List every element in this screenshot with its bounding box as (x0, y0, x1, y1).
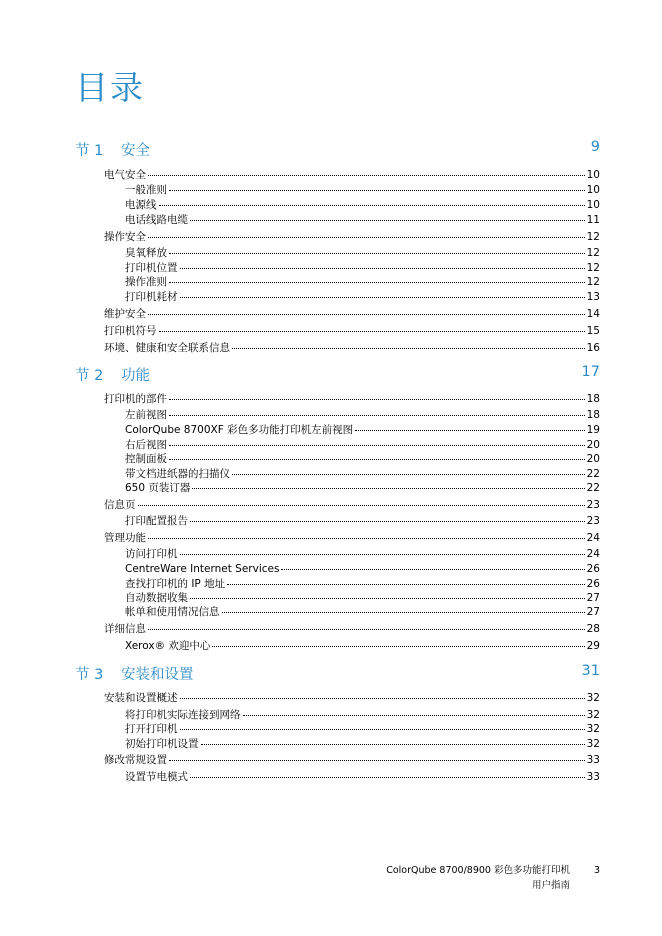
leader-dots (243, 715, 585, 716)
toc-label: 详细信息 (104, 623, 146, 635)
section-number: 节 3 (75, 667, 104, 683)
toc-label: 臭氧释放 (125, 247, 167, 259)
section-page: 17 (581, 364, 600, 380)
toc-entry[interactable] (125, 770, 600, 785)
toc-label: 操作安全 (104, 231, 146, 243)
toc-entry[interactable] (104, 753, 600, 768)
toc-page: 15 (586, 325, 600, 337)
toc-page: 14 (586, 308, 600, 320)
leader-dots (222, 612, 585, 613)
toc-page: 28 (586, 623, 600, 635)
toc-entry[interactable] (125, 591, 600, 606)
toc-label: 安装和设置概述 (104, 692, 178, 704)
leader-dots (159, 205, 585, 206)
toc-entry[interactable] (104, 622, 600, 637)
toc-page: 22 (586, 482, 600, 494)
toc-label: 初始打印机设置 (125, 738, 199, 750)
toc-label: 自动数据收集 (125, 592, 188, 604)
toc-label: 650 页装订器 (125, 482, 191, 494)
leader-dots (190, 220, 585, 221)
section-heading[interactable] (75, 364, 600, 384)
footer-guide: 用户指南 (531, 880, 570, 891)
toc-entry[interactable] (125, 577, 600, 592)
toc-label: CentreWare Internet Services (125, 563, 280, 575)
toc-page: 27 (586, 606, 600, 618)
toc-entry[interactable] (125, 423, 600, 438)
toc-label: Xerox® 欢迎中心 (125, 640, 211, 652)
toc-entry[interactable] (125, 514, 600, 529)
toc-entry[interactable] (104, 307, 600, 322)
toc-label: 查找打印机的 IP 地址 (125, 578, 226, 590)
toc-label: 环境、健康和安全联系信息 (104, 342, 230, 354)
toc-entry[interactable] (125, 562, 600, 577)
toc-page: 12 (586, 247, 600, 259)
toc-page: 24 (586, 548, 600, 560)
leader-dots (232, 474, 585, 475)
section-heading[interactable] (75, 663, 600, 683)
toc-entry[interactable] (125, 408, 600, 423)
toc-page: 32 (586, 709, 600, 721)
toc-label: 将打印机实际连接到网络 (125, 709, 241, 721)
toc-page: 32 (586, 723, 600, 735)
leader-dots (169, 415, 585, 416)
toc-page: 26 (586, 563, 600, 575)
section-name: 功能 (121, 368, 150, 384)
toc-label: 打印机的部件 (104, 393, 167, 405)
toc-label: 打印机符号 (104, 325, 157, 337)
leader-dots (159, 331, 585, 332)
toc-entry[interactable] (104, 341, 600, 356)
leader-dots (355, 430, 585, 431)
toc-entry[interactable] (125, 183, 600, 198)
toc-page: 23 (586, 515, 600, 527)
section-number: 节 1 (75, 143, 104, 159)
toc-page: 18 (586, 393, 600, 405)
leader-dots (232, 348, 585, 349)
toc-label: 操作准则 (125, 276, 167, 288)
toc-page: 13 (586, 291, 600, 303)
leader-dots (169, 445, 585, 446)
leader-dots (227, 584, 585, 585)
toc-entry[interactable] (125, 246, 600, 261)
toc-page: 18 (586, 409, 600, 421)
toc-entry[interactable] (125, 452, 600, 467)
toc-label: 左前视图 (125, 409, 167, 421)
toc-label: 带文档进纸器的扫描仪 (125, 468, 230, 480)
section-page: 9 (590, 139, 600, 155)
toc-label: 修改常规设置 (104, 754, 167, 766)
leader-dots (192, 488, 584, 489)
leader-dots (180, 554, 585, 555)
toc-label: 电话线路电缆 (125, 214, 188, 226)
toc-page: 12 (586, 262, 600, 274)
toc-label: 信息页 (104, 499, 136, 511)
leader-dots (169, 399, 585, 400)
leader-dots (148, 538, 585, 539)
leader-dots (148, 629, 585, 630)
toc-entry[interactable] (125, 481, 600, 496)
toc-label: 设置节电模式 (125, 771, 188, 783)
section-heading[interactable] (75, 139, 600, 159)
toc-label: 打印机位置 (125, 262, 178, 274)
section-name: 安装和设置 (121, 667, 194, 683)
toc-label: 控制面板 (125, 453, 167, 465)
leader-dots (169, 760, 585, 761)
toc-entry[interactable] (125, 213, 600, 228)
toc-page: 33 (586, 771, 600, 783)
toc-page: 33 (586, 754, 600, 766)
toc-page: 27 (586, 592, 600, 604)
toc-label: 帐单和使用情况信息 (125, 606, 220, 618)
toc-label: 电源线 (125, 199, 157, 211)
leader-dots (201, 744, 585, 745)
leader-dots (148, 237, 585, 238)
toc-page: 20 (586, 453, 600, 465)
toc-label: 一般准则 (125, 184, 167, 196)
toc-page: 24 (586, 532, 600, 544)
toc-page: 10 (586, 184, 600, 196)
toc-page: 26 (586, 578, 600, 590)
toc-label: 右后视图 (125, 439, 167, 451)
toc-entry[interactable] (125, 261, 600, 276)
leader-dots (281, 569, 584, 570)
toc-page: 10 (586, 199, 600, 211)
section-name: 安全 (121, 143, 150, 159)
leader-dots (190, 598, 585, 599)
toc-entry[interactable] (125, 639, 600, 654)
toc-label: 访问打印机 (125, 548, 178, 560)
toc-entry[interactable] (125, 605, 600, 620)
leader-dots (180, 729, 585, 730)
toc-page: 29 (586, 640, 600, 652)
toc-page: 22 (586, 468, 600, 480)
footer-page-number: 3 (593, 865, 600, 876)
section-page: 31 (581, 663, 600, 679)
toc-page: 16 (586, 342, 600, 354)
toc-entry[interactable] (104, 498, 600, 513)
footer-product: ColorQube 8700/8900 彩色多功能打印机 (386, 865, 570, 876)
toc-entry[interactable] (125, 737, 600, 752)
toc-entry[interactable] (104, 230, 600, 245)
leader-dots (180, 698, 585, 699)
toc-label: 管理功能 (104, 532, 146, 544)
toc-label: 打印机耗材 (125, 291, 178, 303)
leader-dots (138, 505, 585, 506)
leader-dots (190, 521, 585, 522)
toc-page: 12 (586, 276, 600, 288)
toc-entry[interactable] (104, 168, 600, 183)
toc-entry[interactable] (104, 691, 600, 706)
toc-entry[interactable] (125, 708, 600, 723)
leader-dots (169, 459, 585, 460)
toc-entry[interactable] (125, 438, 600, 453)
leader-dots (180, 297, 585, 298)
toc-entry[interactable] (104, 324, 600, 339)
toc-entry[interactable] (125, 198, 600, 213)
leader-dots (180, 268, 585, 269)
section-number: 节 2 (75, 368, 104, 384)
leader-dots (169, 253, 585, 254)
toc-label: 电气安全 (104, 169, 146, 181)
toc-page: 10 (586, 169, 600, 181)
toc-entry[interactable] (125, 547, 600, 562)
toc-label: 打印配置报告 (125, 515, 188, 527)
toc-entry[interactable] (125, 722, 600, 737)
leader-dots (148, 175, 585, 176)
toc-page: 32 (586, 738, 600, 750)
leader-dots (212, 646, 584, 647)
toc-page: 32 (586, 692, 600, 704)
toc-label: 打开打印机 (125, 723, 178, 735)
toc-entry[interactable] (125, 275, 600, 290)
toc-label: ColorQube 8700XF 彩色多功能打印机左前视图 (125, 424, 354, 436)
toc-page: 11 (586, 214, 600, 226)
leader-dots (169, 190, 585, 191)
toc-label: 维护安全 (104, 308, 146, 320)
toc-entry[interactable] (104, 392, 600, 407)
leader-dots (148, 314, 585, 315)
toc-page: 19 (586, 424, 600, 436)
page-title: 目录 (75, 68, 145, 107)
leader-dots (169, 282, 585, 283)
toc-page: 20 (586, 439, 600, 451)
toc-page: 23 (586, 499, 600, 511)
leader-dots (190, 777, 585, 778)
toc-entry[interactable] (104, 531, 600, 546)
toc-entry[interactable] (125, 467, 600, 482)
toc-page: 12 (586, 231, 600, 243)
toc-entry[interactable] (125, 290, 600, 305)
